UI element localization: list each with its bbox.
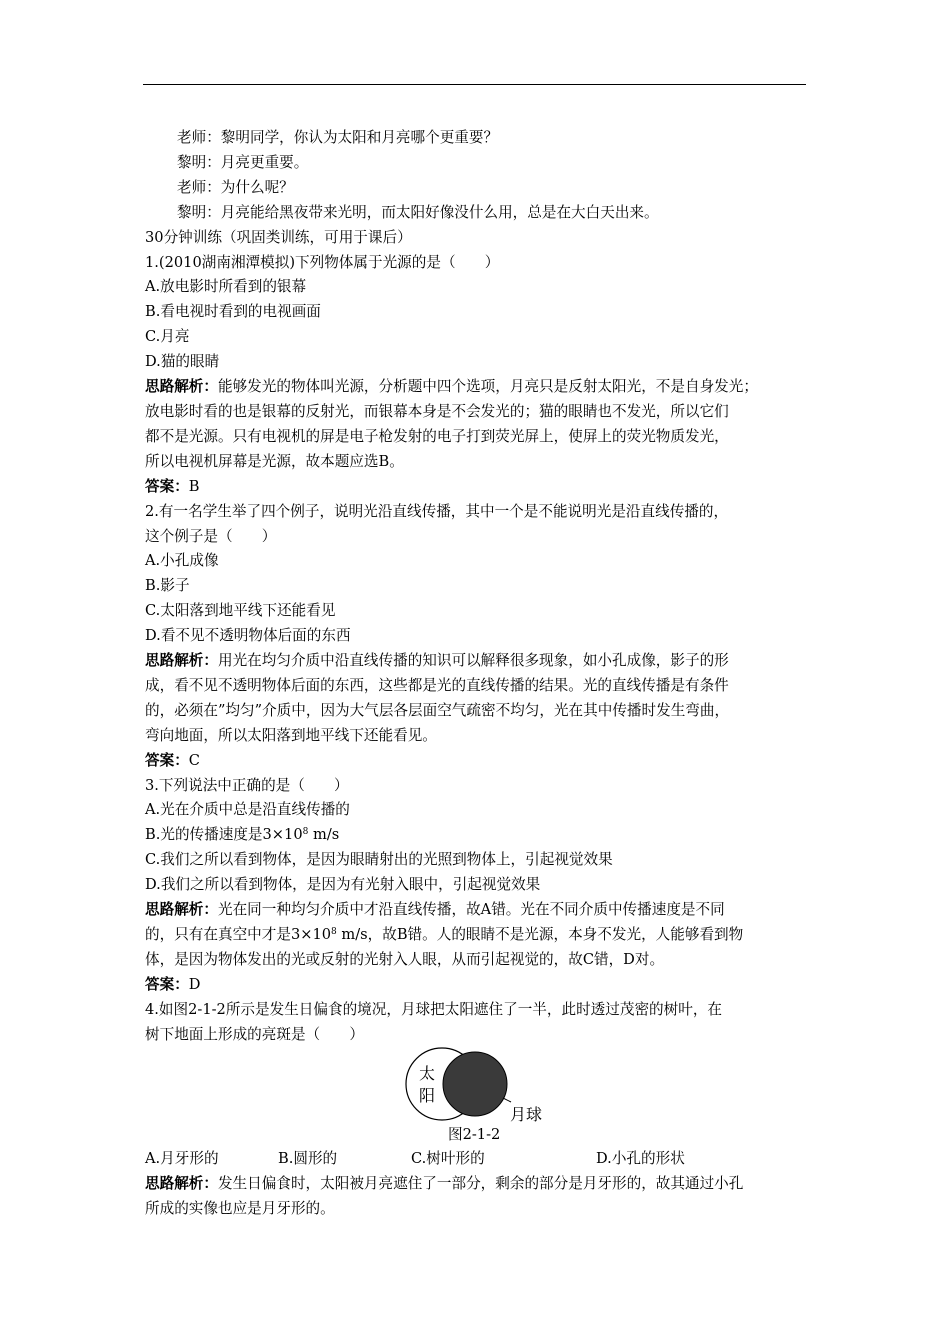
analysis-label: 思路解析： (145, 1175, 218, 1193)
q4-analysis: 思路解析：发生日偏食时，太阳被月亮遮住了一部分，剩余的部分是月牙形的，故其通过小孔 (145, 1175, 744, 1193)
analysis-label: 思路解析： (145, 652, 218, 670)
q2-analysis-line: 成，看不见不透明物体后面的东西，这些都是光的直线传播的结果。光的直线传播是有条件 (145, 676, 729, 694)
dialogue-line: 黎明：月亮更重要。 (177, 153, 309, 171)
answer-label: 答案： (145, 751, 189, 769)
q2-option-d: D.看不见不透明物体后面的东西 (145, 627, 351, 645)
answer-label: 答案： (145, 975, 189, 993)
section-title: 30分钟训练（巩固类训练，可用于课后） (145, 228, 412, 246)
q4-stem-line: 树下地面上形成的亮斑是（ ） (145, 1025, 364, 1043)
q1-analysis-line: 都不是光源。只有电视机的屏是电子枪发射的电子打到荧光屏上，使屏上的荧光物质发光， (145, 427, 729, 445)
dialogue-line: 老师：黎明同学，你认为太阳和月亮哪个更重要？ (177, 129, 499, 146)
analysis-label: 思路解析： (145, 378, 218, 396)
q2-option-b: B.影子 (145, 577, 190, 595)
q2-stem: 2.有一名学生举了四个例子，说明光沿直线传播，其中一个是不能说明光是沿直线传播的， (145, 502, 729, 520)
q3-answer: 答案：D (145, 975, 201, 993)
moon-label: 月球 (510, 1104, 543, 1124)
q1-analysis: 思路解析：能够发光的物体叫光源，分析题中四个选项，月亮只是反射太阳光，不是自身发光； (145, 378, 758, 396)
q1-option-b: B.看电视时看到的电视画面 (145, 303, 321, 321)
q2-option-c: C.太阳落到地平线下还能看见 (145, 602, 336, 620)
q2-analysis-line: 弯向地面，所以太阳落到地平线下还能看见。 (145, 726, 437, 744)
q3-analysis-line: 的，只有在真空中才是$3\times 10^8$ m/s，故B错。人的眼睛不是光源，本身不发光，人能够看到物 (145, 926, 744, 943)
q3-analysis: 思路解析：光在同一种均匀介质中才沿直线传播，故A错。光在不同介质中传播速度是不同 (145, 901, 725, 919)
q3-option-a: A.光在介质中总是沿直线传播的 (145, 801, 350, 819)
q2-option-a: A.小孔成像 (145, 552, 219, 570)
header-rule (143, 84, 806, 85)
q2-analysis-line: 的，必须在”均匀”介质中，因为大气层各层面空气疏密不均匀，光在其中传播时发生弯曲， (145, 701, 730, 719)
analysis-label: 思路解析： (145, 901, 218, 919)
eclipse-figure (145, 1048, 809, 1123)
q1-stem: 1.(2010湖南湘潭模拟)下列物体属于光源的是（ ） (145, 253, 500, 271)
q4-stem: 4.如图2-1-2所示是发生日偏食的境况，月球把太阳遮住了一半，此时透过茂密的树叶，在 (145, 1000, 723, 1018)
answer-label: 答案： (145, 477, 189, 495)
q3-stem: 3.下列说法中正确的是（ ） (145, 776, 349, 794)
figure-caption: 图2-1-2 (448, 1125, 501, 1143)
q2-stem-line: 这个例子是（ ） (145, 527, 277, 545)
document-body (145, 126, 809, 1222)
sun-label-bottom: 阳 (419, 1085, 436, 1105)
q4-option-b: B.圆形的 (278, 1150, 338, 1168)
moon-circle (443, 1052, 507, 1116)
q4-analysis-line: 所成的实像也应是月牙形的。 (145, 1200, 335, 1218)
q1-option-a: A.放电影时所看到的银幕 (145, 278, 307, 296)
q1-analysis-line: 所以电视机屏幕是光源，故本题应选B。 (145, 452, 404, 470)
q1-answer: 答案：B (145, 477, 200, 495)
q2-answer: 答案：C (145, 751, 200, 769)
q3-analysis-line: 体，是因为物体发出的光或反射的光射入人眼，从而引起视觉的，故C错，D对。 (145, 950, 665, 968)
moon-pointer-line (503, 1098, 511, 1102)
q3-option-d: D.我们之所以看到物体，是因为有光射入眼中，引起视觉效果 (145, 876, 541, 894)
q2-analysis: 思路解析：用光在均匀介质中沿直线传播的知识可以解释很多现象，如小孔成像，影子的形 (145, 652, 729, 670)
q4-option-c: C.树叶形的 (411, 1150, 485, 1168)
dialogue-line: 老师：为什么呢？ (177, 178, 294, 196)
q1-option-c: C.月亮 (145, 328, 190, 346)
q1-analysis-line: 放电影时看的也是银幕的反射光，而银幕本身是不会发光的；猫的眼睛也不发光，所以它们 (145, 402, 729, 420)
q1-option-d: D.猫的眼睛 (145, 353, 220, 371)
q4-option-a: A.月牙形的 (145, 1150, 219, 1168)
q3-option-c: C.我们之所以看到物体，是因为眼睛射出的光照到物体上，引起视觉效果 (145, 851, 613, 869)
q3-option-b: B.光的传播速度是$3\times 10^8$ m/s (145, 826, 340, 844)
sun-label-top: 太 (419, 1063, 436, 1083)
q4-option-d: D.小孔的形状 (596, 1150, 685, 1168)
q4-options-row (145, 1147, 809, 1172)
dialogue-line: 黎明：月亮能给黑夜带来光明，而太阳好像没什么用，总是在大白天出来。 (177, 203, 659, 221)
eclipse-diagram (405, 1046, 565, 1126)
